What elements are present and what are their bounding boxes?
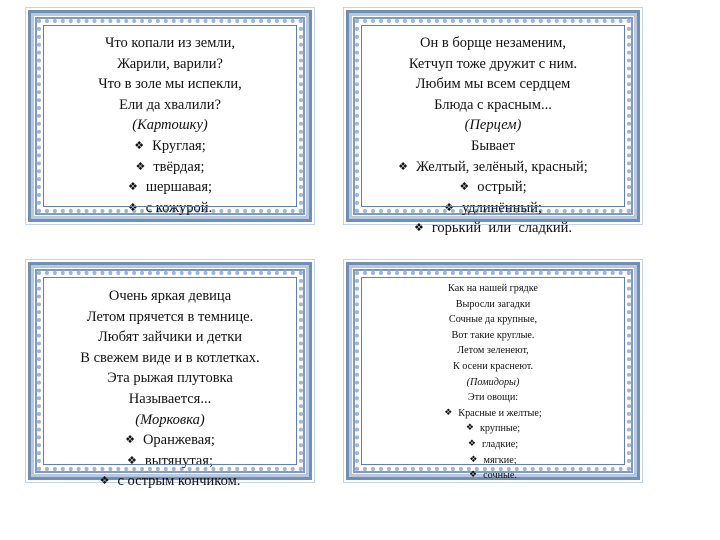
riddle-line: Называется... <box>128 390 212 407</box>
riddle-card-pepper <box>346 10 640 237</box>
riddle-answer: (Перцем) <box>464 117 522 134</box>
list-item <box>128 177 212 198</box>
diamond-bullet-icon: ❖ <box>127 453 137 467</box>
list-item <box>128 198 212 219</box>
riddle-line: Ели да хвалили? <box>119 96 221 113</box>
riddle-line: Жарили, варили? <box>117 55 223 72</box>
list-item-text: шершавая; <box>145 179 213 196</box>
list-item <box>125 430 215 451</box>
riddle-card-carrot <box>28 262 312 490</box>
list-item <box>398 157 588 178</box>
list-item <box>135 157 204 178</box>
diamond-bullet-icon: ❖ <box>459 180 470 194</box>
riddle-line: Сочные да крупные, <box>448 314 538 326</box>
riddle-answer: (Картошку) <box>132 117 208 134</box>
riddle-line: Летом зеленеют, <box>457 345 529 357</box>
list-item-text: удлинённый; <box>461 199 542 216</box>
riddle-answer: (Морковка) <box>135 411 205 428</box>
list-item-text: с кожурой. <box>145 199 213 216</box>
riddle-card-content <box>47 29 293 216</box>
diamond-bullet-icon: ❖ <box>134 138 145 152</box>
list-item-text: крупные; <box>479 423 521 435</box>
diamond-bullet-icon: ❖ <box>469 470 478 481</box>
list-item <box>414 218 572 239</box>
riddle-line: Любят зайчики и детки <box>97 329 243 346</box>
list-item-text: Круглая; <box>152 137 206 154</box>
riddle-line: Что копали из земли, <box>104 35 236 51</box>
list-item <box>444 406 542 422</box>
riddle-card-potato <box>28 10 312 222</box>
diamond-bullet-icon: ❖ <box>99 474 110 488</box>
riddle-line: Он в борще незаменим, <box>420 35 566 51</box>
riddle-card-content <box>47 281 293 490</box>
list-item-text: Оранжевая; <box>142 432 215 449</box>
list-item-text: острый; <box>477 179 527 196</box>
diamond-bullet-icon: ❖ <box>135 159 146 173</box>
riddle-card-content <box>365 281 621 482</box>
riddle-line: Что в золе мы испекли, <box>98 76 242 93</box>
diamond-bullet-icon: ❖ <box>467 438 476 449</box>
diamond-bullet-icon: ❖ <box>465 423 474 434</box>
list-item <box>469 468 517 484</box>
description-intro: Бывает <box>471 137 515 154</box>
riddle-line: Блюда с красным... <box>434 96 552 113</box>
list-item <box>469 453 516 469</box>
diamond-bullet-icon: ❖ <box>469 454 478 465</box>
list-item <box>466 421 520 437</box>
list-item-text: горький или сладкий. <box>431 220 573 237</box>
riddle-line: Любим мы всем сердцем <box>415 76 571 93</box>
list-item <box>127 451 213 472</box>
diamond-bullet-icon: ❖ <box>444 200 454 214</box>
riddle-line: К осени краснеют. <box>452 360 534 372</box>
riddle-line: В свежем виде и в котлетках. <box>80 349 260 366</box>
diamond-bullet-icon: ❖ <box>413 221 424 235</box>
diamond-bullet-icon: ❖ <box>127 180 138 194</box>
list-item-text: гладкие; <box>481 438 519 450</box>
riddle-line: Вот такие круглые. <box>451 329 535 341</box>
diamond-bullet-icon: ❖ <box>127 200 138 214</box>
list-item-text: с острым кончиком. <box>117 473 241 490</box>
riddle-line: Выросли загадки <box>455 298 531 310</box>
list-item <box>468 437 518 453</box>
list-item-text: вытянутая; <box>144 452 213 469</box>
description-intro: Эти овощи: <box>467 392 519 404</box>
riddle-line: Как на нашей грядке <box>448 283 538 294</box>
diamond-bullet-icon: ❖ <box>398 159 409 173</box>
riddle-card-content <box>365 29 621 237</box>
diamond-bullet-icon: ❖ <box>444 407 453 418</box>
list-item <box>459 177 526 198</box>
riddle-line: Эта рыжая плутовка <box>107 370 233 387</box>
list-item <box>134 136 205 157</box>
list-item-text: Красные и желтые; <box>458 407 542 419</box>
riddle-line: Кетчуп тоже дружит с ним. <box>408 55 578 72</box>
list-item-text: твёрдая; <box>153 158 205 175</box>
riddle-line: Летом прячется в темнице. <box>86 308 254 325</box>
diamond-bullet-icon: ❖ <box>125 433 135 447</box>
list-item-text: Желтый, зелёный, красный; <box>416 158 588 175</box>
list-item <box>100 471 241 492</box>
list-item-text: мягкие; <box>483 454 517 466</box>
list-item <box>444 198 542 219</box>
riddle-line: Очень яркая девица <box>108 288 232 304</box>
riddle-answer: (Помидоры) <box>466 376 520 388</box>
riddle-card-tomato <box>346 262 640 480</box>
list-item-text: сочные. <box>483 470 517 482</box>
